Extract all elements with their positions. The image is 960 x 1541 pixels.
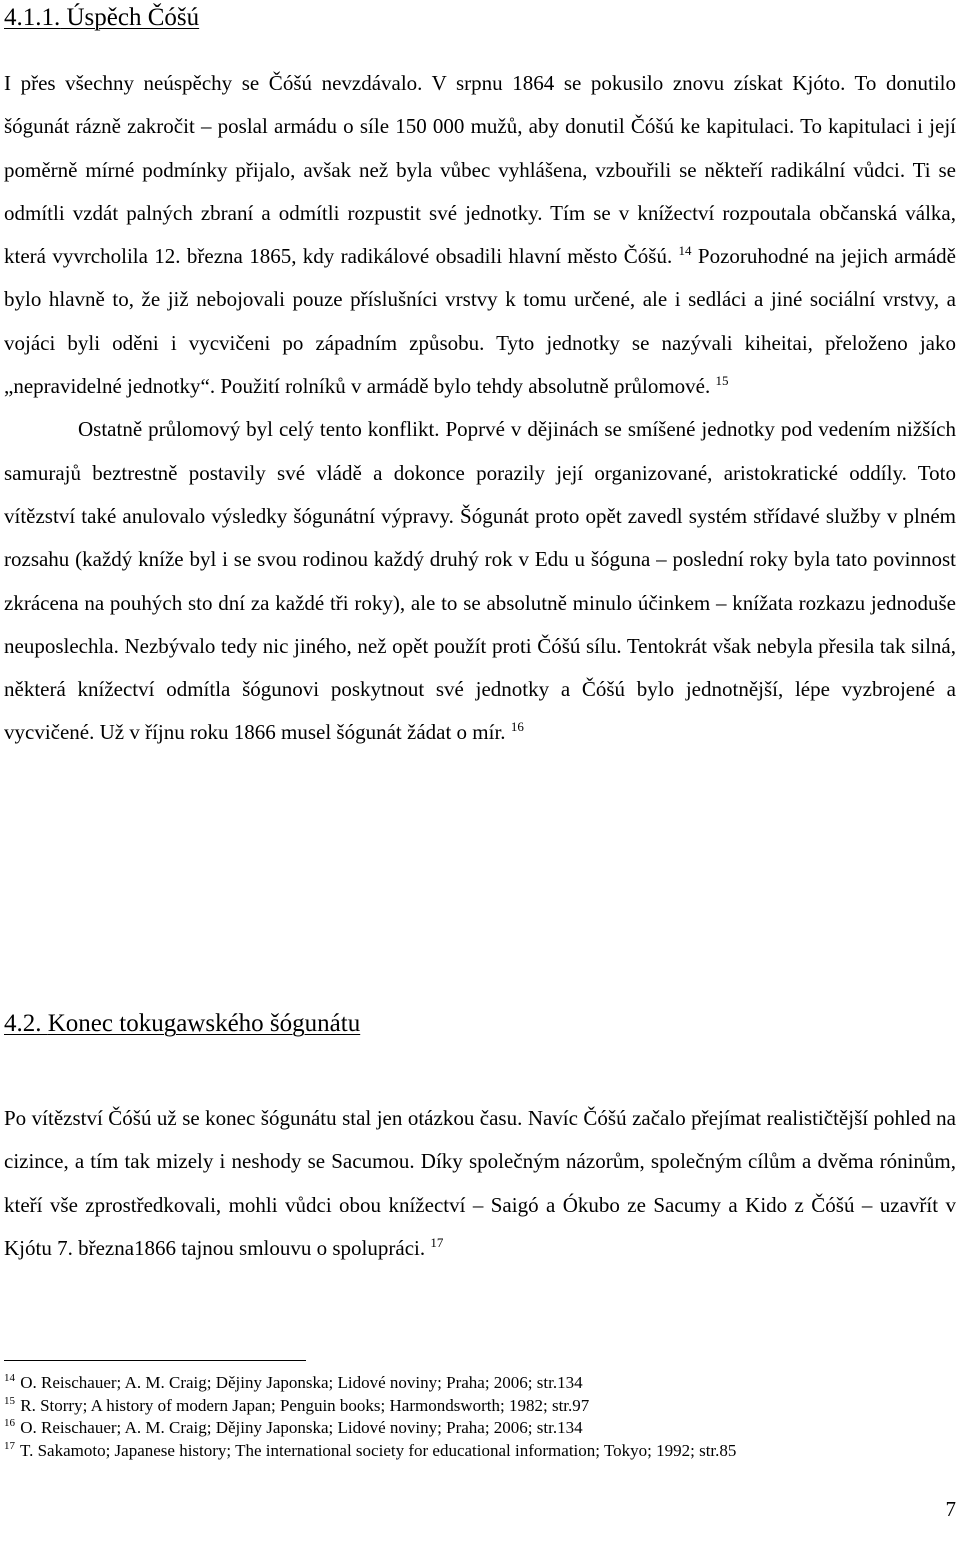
section-body [4,62,956,755]
section-body [4,1097,956,1270]
footnote-text: T. Sakamoto; Japanese history; The international society for educational information; Tokyo; 1992; str.85 [19,1440,737,1460]
footnote [4,1372,956,1395]
footnote-text: O. Reischauer; A. M. Craig; Dějiny Japonska; Lidové noviny; Praha; 2006; str.134 [20,1373,583,1392]
footnote-ref: 14 [678,243,692,259]
section-title: Úspěch Čóšú [66,4,200,31]
paragraph-text: Pozoruhodné na jejich armádě bylo hlavně to, že již nebojovali pouze příslušníci vrstvy k tomu určené, ale i sedláci a jiné sociální vrstvy, a vojáci byli oděni i vycvičeni po západním způsobu. Tyto jednotky se nazývali kiheitai, přeloženo jako „nepravidelné jednotky“. Použití rolníků v armádě bylo tehdy absolutně průlomové. [4,244,956,399]
footnote-ref: 17 [430,1234,444,1250]
footnote-number: 14 [4,1372,15,1384]
footnote-number: 15 [4,1394,15,1407]
section-heading-4-1-1 [4,4,199,32]
footnote-text: R. Storry; A history of modern Japan; Penguin books; Harmondsworth; 1982; str.97 [20,1395,590,1415]
footnote-number: 17 [4,1439,15,1452]
footnote [4,1395,956,1418]
footnote-ref: 16 [510,719,524,735]
section-title: Konec tokugawského šógunátu [47,1010,361,1037]
page-number: 7 [945,1497,956,1521]
paragraph-text: Po vítězství Čóšú už se konec šógunátu stal jen otázkou času. Navíc Čóšú začalo přejímat realističtější pohled na cizince, a tím tak mizely i neshody se Sacumou. Díky společným názorům, společným cílům a dvěma róninům, kteří vše zprostředkovali, mohli vůdci obou knížectví – Saigó a Ókubo ze Sacumy a Kido z Čóšú – uzavřít v Kjótu 7. března1866 tajnou smlouvu o spolupráci. [4,1106,956,1260]
footnote [4,1417,956,1440]
section-heading-4-2 [4,1010,360,1038]
section-number: 4.1.1. [4,4,61,31]
footnote-ref: 15 [715,373,729,389]
footnote-number: 16 [4,1417,15,1429]
footnote-text: O. Reischauer; A. M. Craig; Dějiny Japonska; Lidové noviny; Praha; 2006; str.134 [20,1418,583,1437]
footnote-separator [4,1360,306,1361]
paragraph-text: Ostatně průlomový byl celý tento konflikt. Poprvé v dějinách se smíšené jednotky pod vedením nižších samurajů beztrestně postavily své vládě a dokonce porazily její organizované, aristokratické oddíly. Toto vítězství také anulovalo výsledky šógunátní výpravy. Šógunát proto opět zavedl systém střídavé služby v plném rozsahu (každý kníže byl i se svou rodinou každý druhý rok v Edu u šóguna – poslední roky byla tato povinnost zkrácena na pouhých sto dní za každé tři roky), ale to se absolutně minulo účinkem – knížata rozkazu jednoduše neuposlechla. Nezbývalo tedy nic jiného, než opět použít proti Čóšú sílu. Tentokrát však nebyla přesila tak silná, některá knížectví odmítla šógunovi poskytnout své jednotky a Čóšú bylo jednotnější, lépe vyzbrojené a vycvičené. Už v říjnu roku 1866 musel šógunát žádat o mír. [4,417,956,745]
footnotes [4,1372,956,1462]
section-number: 4.2. [4,1010,42,1037]
paragraph-text: I přes všechny neúspěchy se Čóšú nevzdávalo. V srpnu 1864 se pokusilo znovu získat Kjóto. To donutilo šógunát rázně zakročit – poslal armádu o síle 150 000 mužů, aby donutil Čóšú ke kapitulaci. To kapitulaci i její poměrně mírné podmínky přijalo, avšak než byla vůbec vyhlášena, vzbouřili se někteří radikální vůdci. Ti se odmítli vzdát palných zbraní a odmítli rozpustit své jednotky. Tím se v knížectví rozpoutala občanská válka, která vyvrcholila 12. března 1865, kdy radikálové obsadili hlavní město Čóšú. [4,71,956,269]
footnote [4,1440,956,1463]
